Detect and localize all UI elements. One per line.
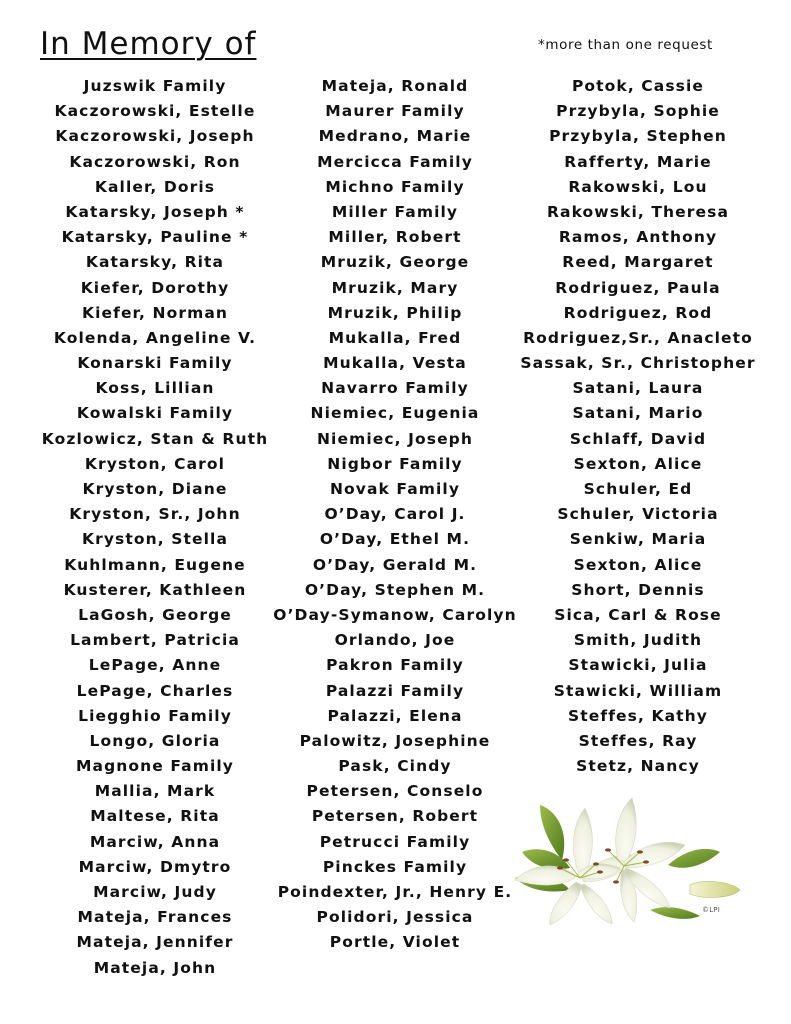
memorial-name: Rodriguez, Rod [563, 303, 713, 322]
memorial-name: Mruzik, Mary [331, 278, 459, 297]
memorial-name: Przybyla, Stephen [549, 127, 727, 146]
memorial-name: Marciw, Anna [89, 832, 221, 851]
memorial-name: Satani, Mario [572, 404, 704, 423]
memorial-name: Schlaff, David [569, 429, 707, 448]
memorial-name: Kozlowicz, Stan & Ruth [41, 429, 269, 448]
memorial-name: Niemiec, Eugenia [310, 404, 480, 423]
page-title: In Memory of [40, 26, 257, 62]
memorial-name: Mateja, John [93, 958, 217, 977]
names-column-3 [508, 74, 768, 779]
memorial-name: Katarsky, Rita [85, 253, 225, 272]
memorial-name: Kryston, Carol [84, 454, 226, 473]
memorial-name: Mateja, Jennifer [76, 933, 234, 952]
memorial-name: Satani, Laura [572, 379, 704, 398]
memorial-name: Kiefer, Dorothy [80, 278, 230, 297]
memorial-name: Sassak, Sr., Christopher [520, 354, 756, 373]
memorial-name: Rakowski, Theresa [546, 202, 730, 221]
memorial-name: Sexton, Alice [573, 454, 703, 473]
memorial-name: LaGosh, George [78, 605, 232, 624]
memorial-name: Pinckes Family [322, 857, 468, 876]
memorial-name: Mruzik, George [320, 253, 470, 272]
memorial-name: Stawicki, Julia [568, 656, 708, 675]
memorial-name: Kaczorowski, Joseph [55, 127, 255, 146]
memorial-name: Novak Family [329, 480, 461, 498]
memorial-name: Kuhlmann, Eugene [64, 555, 246, 574]
memorial-name: Marciw, Judy [93, 883, 217, 901]
memorial-name: Mercicca Family [317, 152, 473, 171]
memorial-name: Rodriguez, Paula [555, 278, 721, 297]
memorial-name: Navarro Family [321, 379, 469, 398]
memorial-name: Kaller, Doris [94, 177, 216, 196]
memorial-name: Kryston, Diane [82, 480, 228, 498]
request-note: *more than one request [538, 37, 713, 53]
memorial-name: Maurer Family [325, 102, 465, 121]
memorial-name: Juzswik Family [83, 77, 227, 95]
memorial-name: Kaczorowski, Ron [69, 152, 241, 171]
copyright-mark: ©LPI [702, 906, 720, 914]
memorial-name: Stetz, Nancy [576, 757, 700, 776]
memorial-name: Senkiw, Maria [569, 530, 707, 549]
memorial-name: Petrucci Family [319, 832, 471, 851]
memorial-name: Schuler, Victoria [557, 505, 719, 524]
memorial-name: Schuler, Ed [583, 480, 693, 498]
memorial-name: Poindexter, Jr., Henry E. [277, 883, 513, 901]
memorial-name: Nigbor Family [327, 454, 463, 473]
memorial-name: Ramos, Anthony [558, 228, 718, 247]
memorial-name: Katarsky, Pauline * [61, 228, 249, 247]
memorial-name: Palowitz, Josephine [299, 731, 491, 750]
memorial-name: Mukalla, Vesta [323, 354, 467, 373]
memorial-name: LePage, Anne [88, 656, 222, 675]
names-column-1 [25, 74, 285, 981]
memorial-name: Polidori, Jessica [316, 908, 474, 927]
memorial-name: Portle, Violet [329, 933, 461, 952]
memorial-name: Przybyla, Sophie [556, 102, 720, 121]
memorial-name: Rafferty, Marie [564, 152, 712, 171]
memorial-name: Petersen, Conselo [306, 782, 484, 801]
memorial-name: O’Day, Ethel M. [319, 530, 471, 549]
memorial-name: Mateja, Ronald [321, 77, 469, 95]
memorial-name: Konarski Family [77, 354, 233, 373]
memorial-name: Michno Family [325, 177, 465, 196]
memorial-name: Steffes, Kathy [567, 706, 708, 725]
memorial-name: Pask, Cindy [338, 757, 452, 776]
memorial-name: Lambert, Patricia [70, 631, 240, 650]
memorial-name: Marciw, Dmytro [78, 857, 232, 876]
memorial-name: Kryston, Stella [81, 530, 229, 549]
memorial-name: LePage, Charles [76, 681, 234, 700]
memorial-name: Katarsky, Joseph * [65, 202, 245, 221]
memorial-name: Kusterer, Kathleen [63, 580, 247, 599]
names-column-2 [265, 74, 525, 956]
memorial-name: Palazzi Family [325, 681, 465, 700]
memorial-name: Miller, Robert [328, 228, 462, 247]
memorial-name: Medrano, Marie [318, 127, 472, 146]
memorial-name: Mruzik, Philip [327, 303, 463, 322]
memorial-name: Sica, Carl & Rose [554, 605, 722, 624]
memorial-name: Smith, Judith [573, 631, 703, 650]
memorial-name: Miller Family [331, 202, 459, 221]
memorial-name: Kolenda, Angeline V. [53, 328, 257, 347]
memorial-name: O’Day, Stephen M. [304, 580, 486, 599]
memorial-name: Palazzi, Elena [327, 706, 463, 725]
memorial-name: Longo, Gloria [89, 731, 221, 750]
memorial-name: Kiefer, Norman [81, 303, 229, 322]
memorial-name: Mateja, Frances [77, 908, 233, 927]
memorial-name: Koss, Lillian [95, 379, 215, 398]
memorial-name: Reed, Margaret [562, 253, 714, 272]
memorial-name: Kryston, Sr., John [69, 505, 241, 524]
memorial-name: O’Day, Carol J. [324, 505, 466, 524]
memorial-name: Mallia, Mark [94, 782, 216, 801]
memorial-name: Pakron Family [326, 656, 464, 675]
memorial-name: Rodriguez,Sr., Anacleto [523, 328, 753, 347]
memorial-name: Steffes, Ray [578, 731, 698, 750]
memorial-name: Maltese, Rita [90, 807, 220, 826]
memorial-name: Potok, Cassie [571, 77, 705, 95]
memorial-name: O’Day, Gerald M. [312, 555, 478, 574]
memorial-name: Short, Dennis [571, 580, 705, 599]
memorial-name: Sexton, Alice [573, 555, 703, 574]
memorial-name: Kaczorowski, Estelle [54, 102, 256, 121]
memorial-name: Stawicki, William [553, 681, 723, 700]
memorial-name: Kowalski Family [76, 404, 234, 423]
memorial-name: Orlando, Joe [334, 631, 456, 650]
memorial-name: Niemiec, Joseph [316, 429, 474, 448]
memorial-name: Rakowski, Lou [568, 177, 708, 196]
memorial-name: Petersen, Robert [311, 807, 479, 826]
memorial-name: Mukalla, Fred [328, 328, 462, 347]
memorial-name: Magnone Family [75, 757, 235, 776]
memorial-name: Liegghio Family [78, 706, 232, 725]
memorial-name: O’Day-Symanow, Carolyn [273, 605, 517, 624]
